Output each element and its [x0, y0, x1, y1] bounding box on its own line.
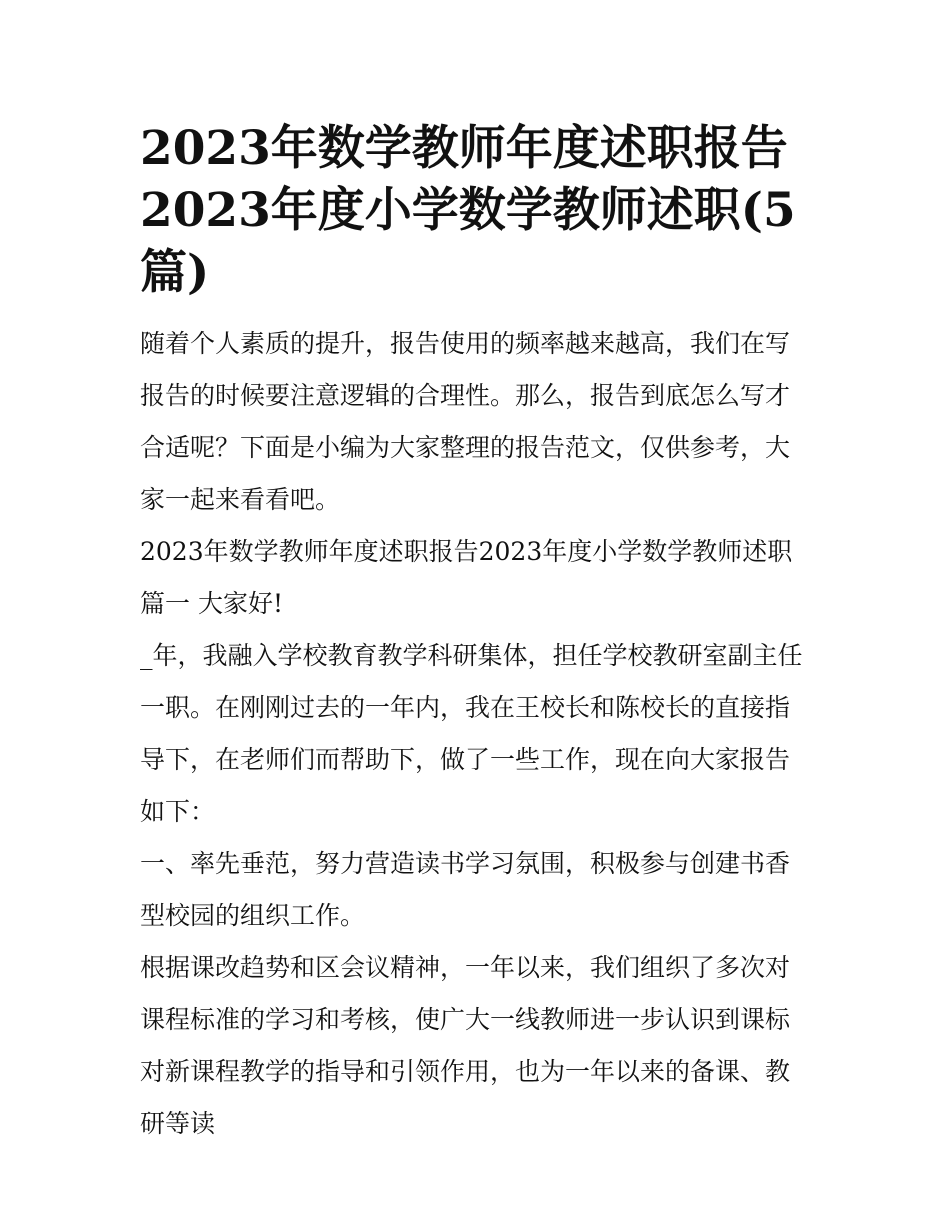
- paragraph-curriculum: 根据课改趋势和区会议精神，一年以来，我们组织了多次对课程标准的学习和考核，使广大一线教师进一步认识到课标对新课程教学的指导和引领作用，也为一年以来的备课、教研等读: [140, 953, 791, 1138]
- paragraph-section-heading: 2023年数学教师年度述职报告2023年度小学数学教师述职篇一 大家好!: [140, 537, 793, 618]
- paragraph-work-summary: _年，我融入学校教育教学科研集体，担任学校教研室副主任一职。在刚刚过去的一年内，我在王校长和陈校长的直接指导下，在老师们而帮助下，做了一些工作，现在向大家报告如下：: [140, 641, 803, 826]
- document-body: [140, 118, 812, 1150]
- paragraph-intro: 随着个人素质的提升，报告使用的频率越来越高，我们在写报告的时候要注意逻辑的合理性。那么，报告到底怎么写才合适呢？下面是小编为大家整理的报告范文，仅供参考，大家一起来看看吧。: [140, 329, 791, 514]
- paragraph-point-one: 一、率先垂范，努力营造读书学习氛围，积极参与创建书香型校园的组织工作。: [140, 849, 791, 930]
- document-title: 2023年数学教师年度述职报告2023年度小学数学教师述职(5篇): [140, 121, 796, 300]
